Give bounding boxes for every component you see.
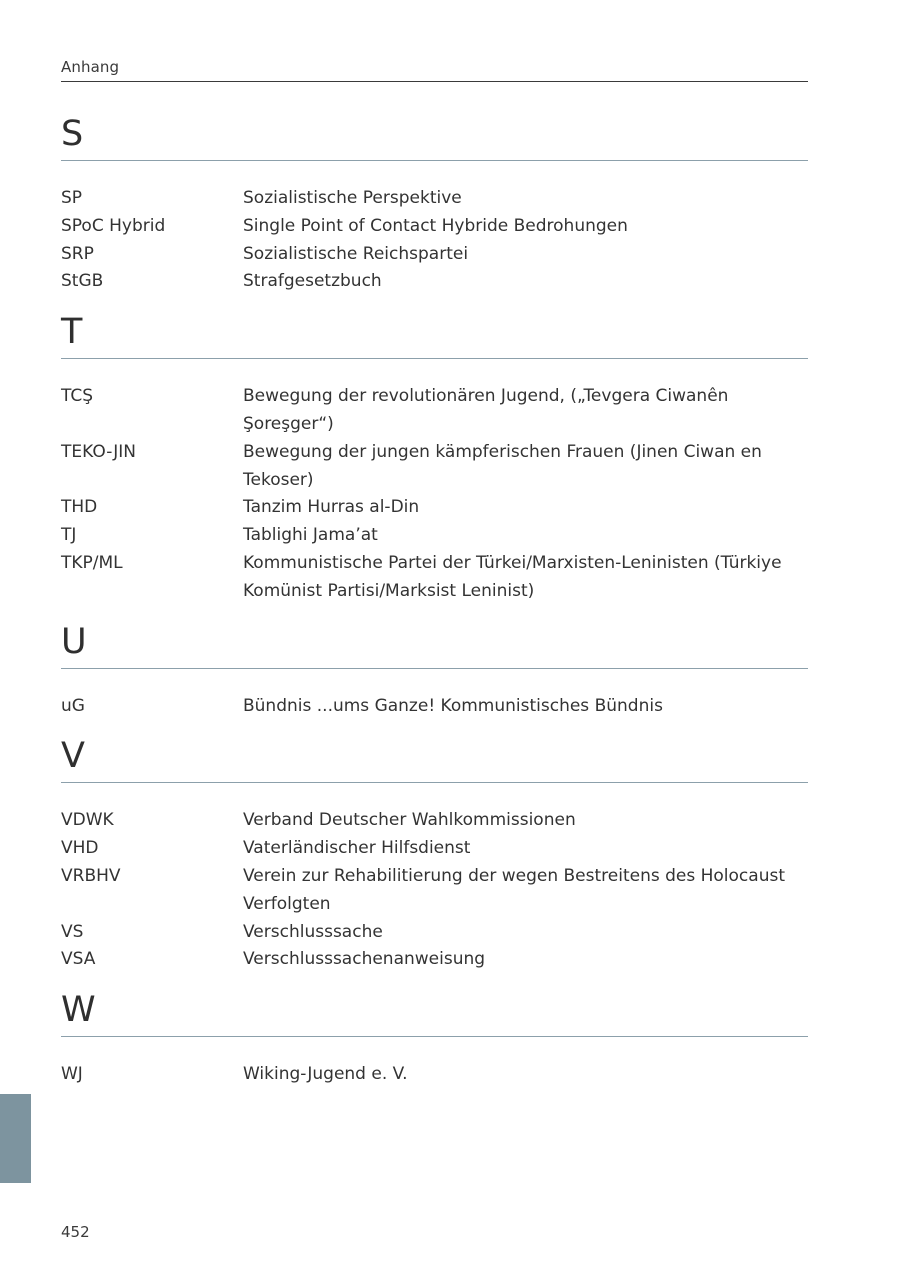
definition: Bewegung der jungen kämpferischen Frauen (Jinen Ciwan en Tekoser) xyxy=(243,441,762,490)
list-item xyxy=(61,241,821,269)
list-item xyxy=(61,550,821,606)
list-item xyxy=(61,522,821,550)
section-letter: S xyxy=(61,114,84,154)
list-item xyxy=(61,439,821,495)
definition: Verschlusssachenanweisung xyxy=(243,949,486,970)
list-item xyxy=(61,213,821,241)
definition: Bündnis ...ums Ganze! Kommunistisches Bündnis xyxy=(243,695,663,716)
definition: Tablighi Jama’at xyxy=(243,525,378,546)
page-number: 452 xyxy=(61,1223,90,1241)
abbreviation: SPoC Hybrid xyxy=(61,215,166,236)
section-v xyxy=(61,734,821,974)
definition: Wiking-Jugend e. V. xyxy=(243,1064,408,1085)
chapter-side-tab xyxy=(0,1094,31,1183)
definition: Verschlusssache xyxy=(243,921,383,942)
definition: Tanzim Hurras al-Din xyxy=(243,497,420,518)
definition: Single Point of Contact Hybride Bedrohungen xyxy=(243,215,628,236)
section-letter: T xyxy=(61,312,83,353)
section-t xyxy=(61,310,821,605)
abbreviation: VSA xyxy=(61,949,96,970)
list-item xyxy=(61,494,821,522)
list-item xyxy=(61,807,821,835)
section-letter: W xyxy=(61,990,96,1031)
definition: Kommunistische Partei der Türkei/Marxisten-Leninisten (Türkiye Komünist Partisi/Marksist Leninist) xyxy=(243,552,782,601)
abbreviation: TEKO-JIN xyxy=(61,441,137,462)
abbreviation: VHD xyxy=(61,838,99,859)
running-header: Anhang xyxy=(61,58,120,76)
abbreviation: TJ xyxy=(61,525,77,546)
section-divider xyxy=(61,1036,808,1037)
section-s xyxy=(61,112,821,296)
abbreviation: TKP/ML xyxy=(61,552,123,573)
abbreviation: SP xyxy=(61,188,83,208)
section-divider xyxy=(61,358,808,359)
definition: Verband Deutscher Wahlkommissionen xyxy=(243,810,576,831)
header-divider xyxy=(61,81,808,82)
section-divider xyxy=(61,160,808,161)
section-divider xyxy=(61,668,808,669)
abbreviation: uG xyxy=(61,695,85,716)
abbreviation: SRP xyxy=(61,243,94,264)
abbreviation: TCŞ xyxy=(61,386,94,407)
abbreviation: StGB xyxy=(61,271,104,292)
section-w xyxy=(61,988,821,1089)
definition: Verein zur Rehabilitierung der wegen Bestreitens des Holocaust Verfolgten xyxy=(243,865,785,914)
list-item xyxy=(61,919,821,947)
abbreviation: WJ xyxy=(61,1064,83,1085)
abbreviation-list xyxy=(61,112,821,1103)
abbreviation: THD xyxy=(61,497,98,518)
section-letter: V xyxy=(61,736,85,777)
abbreviation: VDWK xyxy=(61,810,114,831)
abbreviation: VS xyxy=(61,921,84,942)
abbreviation: VRBHV xyxy=(61,865,121,886)
definition: Sozialistische Reichspartei xyxy=(243,243,469,264)
list-item xyxy=(61,835,821,863)
section-divider xyxy=(61,782,808,783)
list-item xyxy=(61,946,821,974)
definition: Bewegung der revolutionären Jugend, („Tevgera Ciwanên Şoreşger“) xyxy=(243,386,729,434)
definition: Strafgesetzbuch xyxy=(243,271,382,292)
list-item xyxy=(61,383,821,439)
section-u xyxy=(61,620,821,721)
list-item xyxy=(61,863,821,919)
list-item xyxy=(61,1061,821,1089)
list-item xyxy=(61,693,821,721)
definition: Sozialistische Perspektive xyxy=(243,188,462,208)
definition: Vaterländischer Hilfsdienst xyxy=(243,838,471,859)
section-letter: U xyxy=(61,621,87,662)
list-item xyxy=(61,185,821,213)
list-item xyxy=(61,268,821,296)
